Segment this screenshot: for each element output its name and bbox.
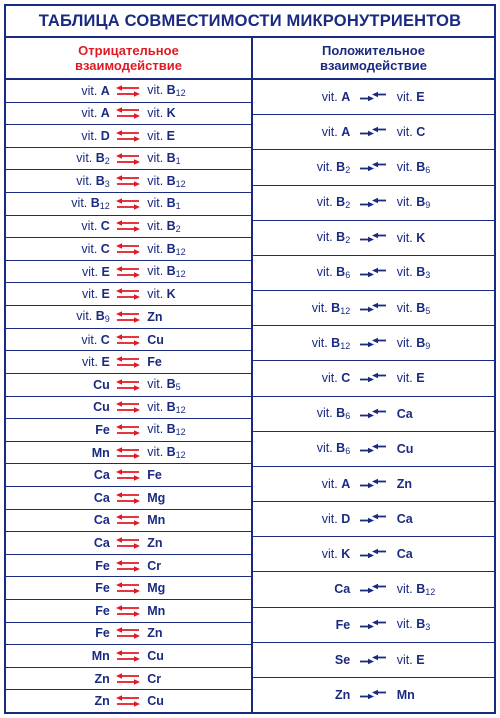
synergy-arrow-icon — [354, 513, 393, 525]
negative-row — [6, 329, 251, 352]
synergy-arrow-icon — [354, 197, 393, 209]
positive-header — [253, 38, 494, 80]
positive-rows — [253, 80, 494, 712]
negative-nutrient-a: Mn — [91, 649, 110, 664]
negative-nutrient-a: Cu — [93, 377, 110, 392]
negative-nutrient-b: Zn — [147, 309, 163, 324]
negative-header-line1: Отрицательное — [78, 43, 179, 58]
negative-row — [6, 283, 251, 306]
synergy-arrow-icon — [354, 302, 393, 314]
positive-nutrient-b: vit. $B_{12}$ — [396, 581, 436, 597]
negative-nutrient-a: vit. C — [81, 219, 110, 234]
negative-nutrient-b: Mg — [147, 581, 166, 596]
synergy-arrow-icon — [354, 689, 393, 701]
positive-row — [253, 80, 494, 115]
positive-row — [253, 608, 494, 643]
negative-nutrient-a: vit. $B_2$ — [76, 151, 110, 167]
antagonism-arrow-icon — [114, 288, 143, 300]
positive-row — [253, 678, 494, 712]
negative-row — [6, 216, 251, 239]
antagonism-arrow-icon — [114, 243, 143, 255]
negative-nutrient-b: vit. $B_{12}$ — [147, 445, 186, 461]
positive-nutrient-a: vit. $B_2$ — [316, 195, 351, 211]
negative-row — [6, 238, 251, 261]
antagonism-arrow-icon — [114, 582, 143, 594]
positive-row — [253, 467, 494, 502]
negative-nutrient-b: Zn — [147, 626, 163, 641]
negative-row — [6, 419, 251, 442]
negative-nutrient-b: Mn — [147, 603, 166, 618]
antagonism-arrow-icon — [114, 85, 143, 97]
positive-nutrient-b: vit. C — [396, 125, 426, 140]
negative-nutrient-a: Fe — [95, 581, 110, 596]
synergy-arrow-icon — [354, 478, 393, 490]
negative-nutrient-b: Cu — [147, 649, 164, 664]
positive-nutrient-a: vit. D — [321, 512, 351, 527]
negative-nutrient-a: vit. A — [81, 83, 110, 98]
negative-row — [6, 351, 251, 374]
antagonism-arrow-icon — [114, 650, 143, 662]
negative-row — [6, 125, 251, 148]
positive-nutrient-b: vit. $B_3$ — [396, 265, 431, 281]
antagonism-arrow-icon — [114, 605, 143, 617]
negative-row — [6, 374, 251, 397]
positive-nutrient-a: Zn — [334, 688, 351, 702]
negative-nutrient-b: Cr — [147, 558, 162, 573]
positive-nutrient-a: vit. $B_6$ — [316, 441, 351, 457]
antagonism-arrow-icon — [114, 492, 143, 504]
positive-header-line2: взаимодействие — [319, 58, 427, 73]
negative-nutrient-a: vit. D — [81, 129, 110, 144]
positive-nutrient-b: Ca — [396, 547, 413, 562]
negative-row — [6, 464, 251, 487]
synergy-arrow-icon — [354, 337, 393, 349]
negative-row — [6, 668, 251, 691]
negative-nutrient-a: vit. $B_9$ — [76, 309, 110, 325]
synergy-arrow-icon — [354, 408, 393, 420]
negative-row — [6, 397, 251, 420]
synergy-arrow-icon — [354, 583, 393, 595]
antagonism-arrow-icon — [114, 424, 143, 436]
negative-nutrient-b: vit. $B_{12}$ — [147, 264, 186, 280]
negative-nutrient-a: vit. C — [81, 242, 110, 257]
negative-row — [6, 148, 251, 171]
compatibility-table — [4, 4, 496, 714]
negative-column — [6, 38, 253, 712]
negative-nutrient-a: vit. $B_{12}$ — [71, 196, 110, 212]
negative-nutrient-b: vit. $B_{12}$ — [147, 241, 186, 257]
negative-nutrient-a: Mn — [91, 445, 110, 460]
negative-nutrient-b: vit. $B_1$ — [147, 196, 181, 212]
antagonism-arrow-icon — [114, 198, 143, 210]
synergy-arrow-icon — [354, 161, 393, 173]
negative-nutrient-b: Mg — [147, 490, 166, 505]
negative-nutrient-b: Zn — [147, 535, 163, 550]
negative-nutrient-b: Cr — [147, 671, 162, 686]
positive-nutrient-a: vit. K — [321, 547, 351, 562]
positive-nutrient-b: vit. $B_3$ — [396, 617, 431, 633]
negative-nutrient-a: Ca — [93, 468, 110, 483]
negative-nutrient-b: vit. $B_2$ — [147, 218, 181, 234]
synergy-arrow-icon — [354, 548, 393, 560]
negative-nutrient-a: vit. E — [82, 355, 110, 370]
antagonism-arrow-icon — [114, 560, 143, 572]
negative-nutrient-b: Fe — [147, 468, 162, 483]
negative-nutrient-b: vit. E — [147, 129, 175, 144]
positive-row — [253, 643, 494, 678]
positive-nutrient-a: Ca — [334, 582, 351, 597]
negative-row — [6, 510, 251, 533]
negative-row — [6, 80, 251, 103]
negative-nutrient-a: vit. $B_3$ — [76, 173, 110, 189]
positive-row — [253, 326, 494, 361]
antagonism-arrow-icon — [114, 469, 143, 481]
positive-row — [253, 502, 494, 537]
negative-row — [6, 645, 251, 668]
antagonism-arrow-icon — [114, 356, 143, 368]
positive-row — [253, 361, 494, 396]
table-title: ТАБЛИЦА СОВМЕСТИМОСТИ МИКРОНУТРИЕНТОВ — [6, 6, 494, 38]
negative-nutrient-b: Cu — [147, 694, 164, 709]
synergy-arrow-icon — [354, 619, 393, 631]
negative-row — [6, 623, 251, 646]
positive-column — [253, 38, 494, 712]
negative-row — [6, 103, 251, 126]
antagonism-arrow-icon — [114, 107, 143, 119]
antagonism-arrow-icon — [114, 537, 143, 549]
negative-nutrient-b: vit. $B_5$ — [147, 377, 181, 393]
antagonism-arrow-icon — [114, 447, 143, 459]
antagonism-arrow-icon — [114, 401, 143, 413]
positive-nutrient-a: vit. C — [321, 371, 351, 386]
positive-row — [253, 150, 494, 185]
positive-row — [253, 256, 494, 291]
synergy-arrow-icon — [354, 443, 393, 455]
negative-nutrient-a: vit. E — [82, 287, 110, 302]
negative-nutrient-a: Cu — [93, 400, 110, 415]
negative-nutrient-b: vit. $B_{12}$ — [147, 83, 186, 99]
negative-nutrient-a: Fe — [95, 626, 110, 641]
negative-nutrient-b: Cu — [147, 332, 164, 347]
positive-nutrient-a: Se — [334, 652, 351, 667]
negative-nutrient-b: vit. $B_{12}$ — [147, 422, 186, 438]
positive-nutrient-a: vit. A — [321, 476, 351, 491]
negative-nutrient-a: Fe — [95, 603, 110, 618]
positive-row — [253, 432, 494, 467]
antagonism-arrow-icon — [114, 514, 143, 526]
positive-nutrient-a: vit. $B_{12}$ — [311, 300, 351, 316]
positive-row — [253, 572, 494, 607]
positive-nutrient-b: vit. $B_6$ — [396, 159, 431, 175]
positive-nutrient-b: vit. K — [396, 230, 426, 245]
positive-nutrient-b: Ca — [396, 406, 413, 421]
negative-row — [6, 532, 251, 555]
negative-row — [6, 442, 251, 465]
antagonism-arrow-icon — [114, 311, 143, 323]
synergy-arrow-icon — [354, 126, 393, 138]
positive-nutrient-b: vit. E — [396, 371, 425, 386]
negative-row — [6, 261, 251, 284]
negative-nutrient-b: vit. K — [147, 106, 176, 121]
negative-nutrient-a: Ca — [93, 535, 110, 550]
positive-nutrient-a: vit. $B_6$ — [316, 406, 351, 422]
negative-row — [6, 306, 251, 329]
negative-nutrient-a: Zn — [94, 694, 110, 709]
antagonism-arrow-icon — [114, 627, 143, 639]
positive-nutrient-b: Cu — [396, 441, 414, 456]
positive-row — [253, 397, 494, 432]
antagonism-arrow-icon — [114, 266, 143, 278]
positive-row — [253, 537, 494, 572]
negative-nutrient-b: vit. K — [147, 287, 176, 302]
antagonism-arrow-icon — [114, 175, 143, 187]
negative-row — [6, 487, 251, 510]
negative-nutrient-a: Fe — [95, 558, 110, 573]
synergy-arrow-icon — [354, 91, 393, 103]
positive-nutrient-a: vit. A — [321, 90, 351, 105]
positive-nutrient-b: Mn — [396, 688, 415, 702]
negative-row — [6, 600, 251, 623]
antagonism-arrow-icon — [114, 153, 143, 165]
negative-nutrient-a: Ca — [93, 490, 110, 505]
negative-nutrient-a: vit. C — [81, 332, 110, 347]
negative-header — [6, 38, 251, 80]
antagonism-arrow-icon — [114, 695, 143, 707]
negative-nutrient-a: vit. A — [81, 106, 110, 121]
antagonism-arrow-icon — [114, 379, 143, 391]
antagonism-arrow-icon — [114, 673, 143, 685]
positive-row — [253, 186, 494, 221]
positive-header-line1: Положительное — [322, 43, 425, 58]
synergy-arrow-icon — [354, 654, 393, 666]
negative-header-line2: взаимодействие — [74, 58, 182, 73]
negative-nutrient-a: Fe — [95, 422, 110, 437]
negative-nutrient-b: Mn — [147, 513, 166, 528]
positive-nutrient-b: vit. $B_9$ — [396, 195, 431, 211]
negative-row — [6, 555, 251, 578]
synergy-arrow-icon — [354, 232, 393, 244]
negative-nutrient-b: vit. $B_{12}$ — [147, 173, 186, 189]
antagonism-arrow-icon — [114, 334, 143, 346]
antagonism-arrow-icon — [114, 220, 143, 232]
negative-row — [6, 690, 251, 712]
positive-nutrient-b: vit. $B_5$ — [396, 300, 431, 316]
positive-nutrient-b: vit. E — [396, 90, 425, 105]
negative-nutrient-b: vit. $B_{12}$ — [147, 399, 186, 415]
negative-row — [6, 577, 251, 600]
positive-nutrient-a: vit. $B_6$ — [316, 265, 351, 281]
negative-nutrient-a: vit. E — [82, 264, 110, 279]
negative-row — [6, 170, 251, 193]
positive-nutrient-a: vit. $B_2$ — [316, 159, 351, 175]
negative-nutrient-b: Fe — [147, 355, 162, 370]
positive-nutrient-a: Fe — [335, 617, 351, 632]
synergy-arrow-icon — [354, 372, 393, 384]
positive-nutrient-b: Zn — [396, 476, 413, 491]
positive-nutrient-b: vit. E — [396, 652, 425, 667]
positive-nutrient-a: vit. $B_2$ — [316, 230, 351, 246]
negative-nutrient-a: Zn — [94, 671, 110, 686]
positive-nutrient-a: vit. A — [321, 125, 351, 140]
positive-nutrient-b: vit. $B_9$ — [396, 335, 431, 351]
positive-nutrient-a: vit. $B_{12}$ — [311, 335, 351, 351]
negative-nutrient-b: vit. $B_1$ — [147, 151, 181, 167]
negative-nutrient-a: Ca — [93, 513, 110, 528]
negative-rows — [6, 80, 251, 712]
positive-row — [253, 291, 494, 326]
table-body — [6, 38, 494, 712]
synergy-arrow-icon — [354, 267, 393, 279]
positive-row — [253, 221, 494, 256]
positive-row — [253, 115, 494, 150]
antagonism-arrow-icon — [114, 130, 143, 142]
positive-nutrient-b: Ca — [396, 512, 413, 527]
negative-row — [6, 193, 251, 216]
